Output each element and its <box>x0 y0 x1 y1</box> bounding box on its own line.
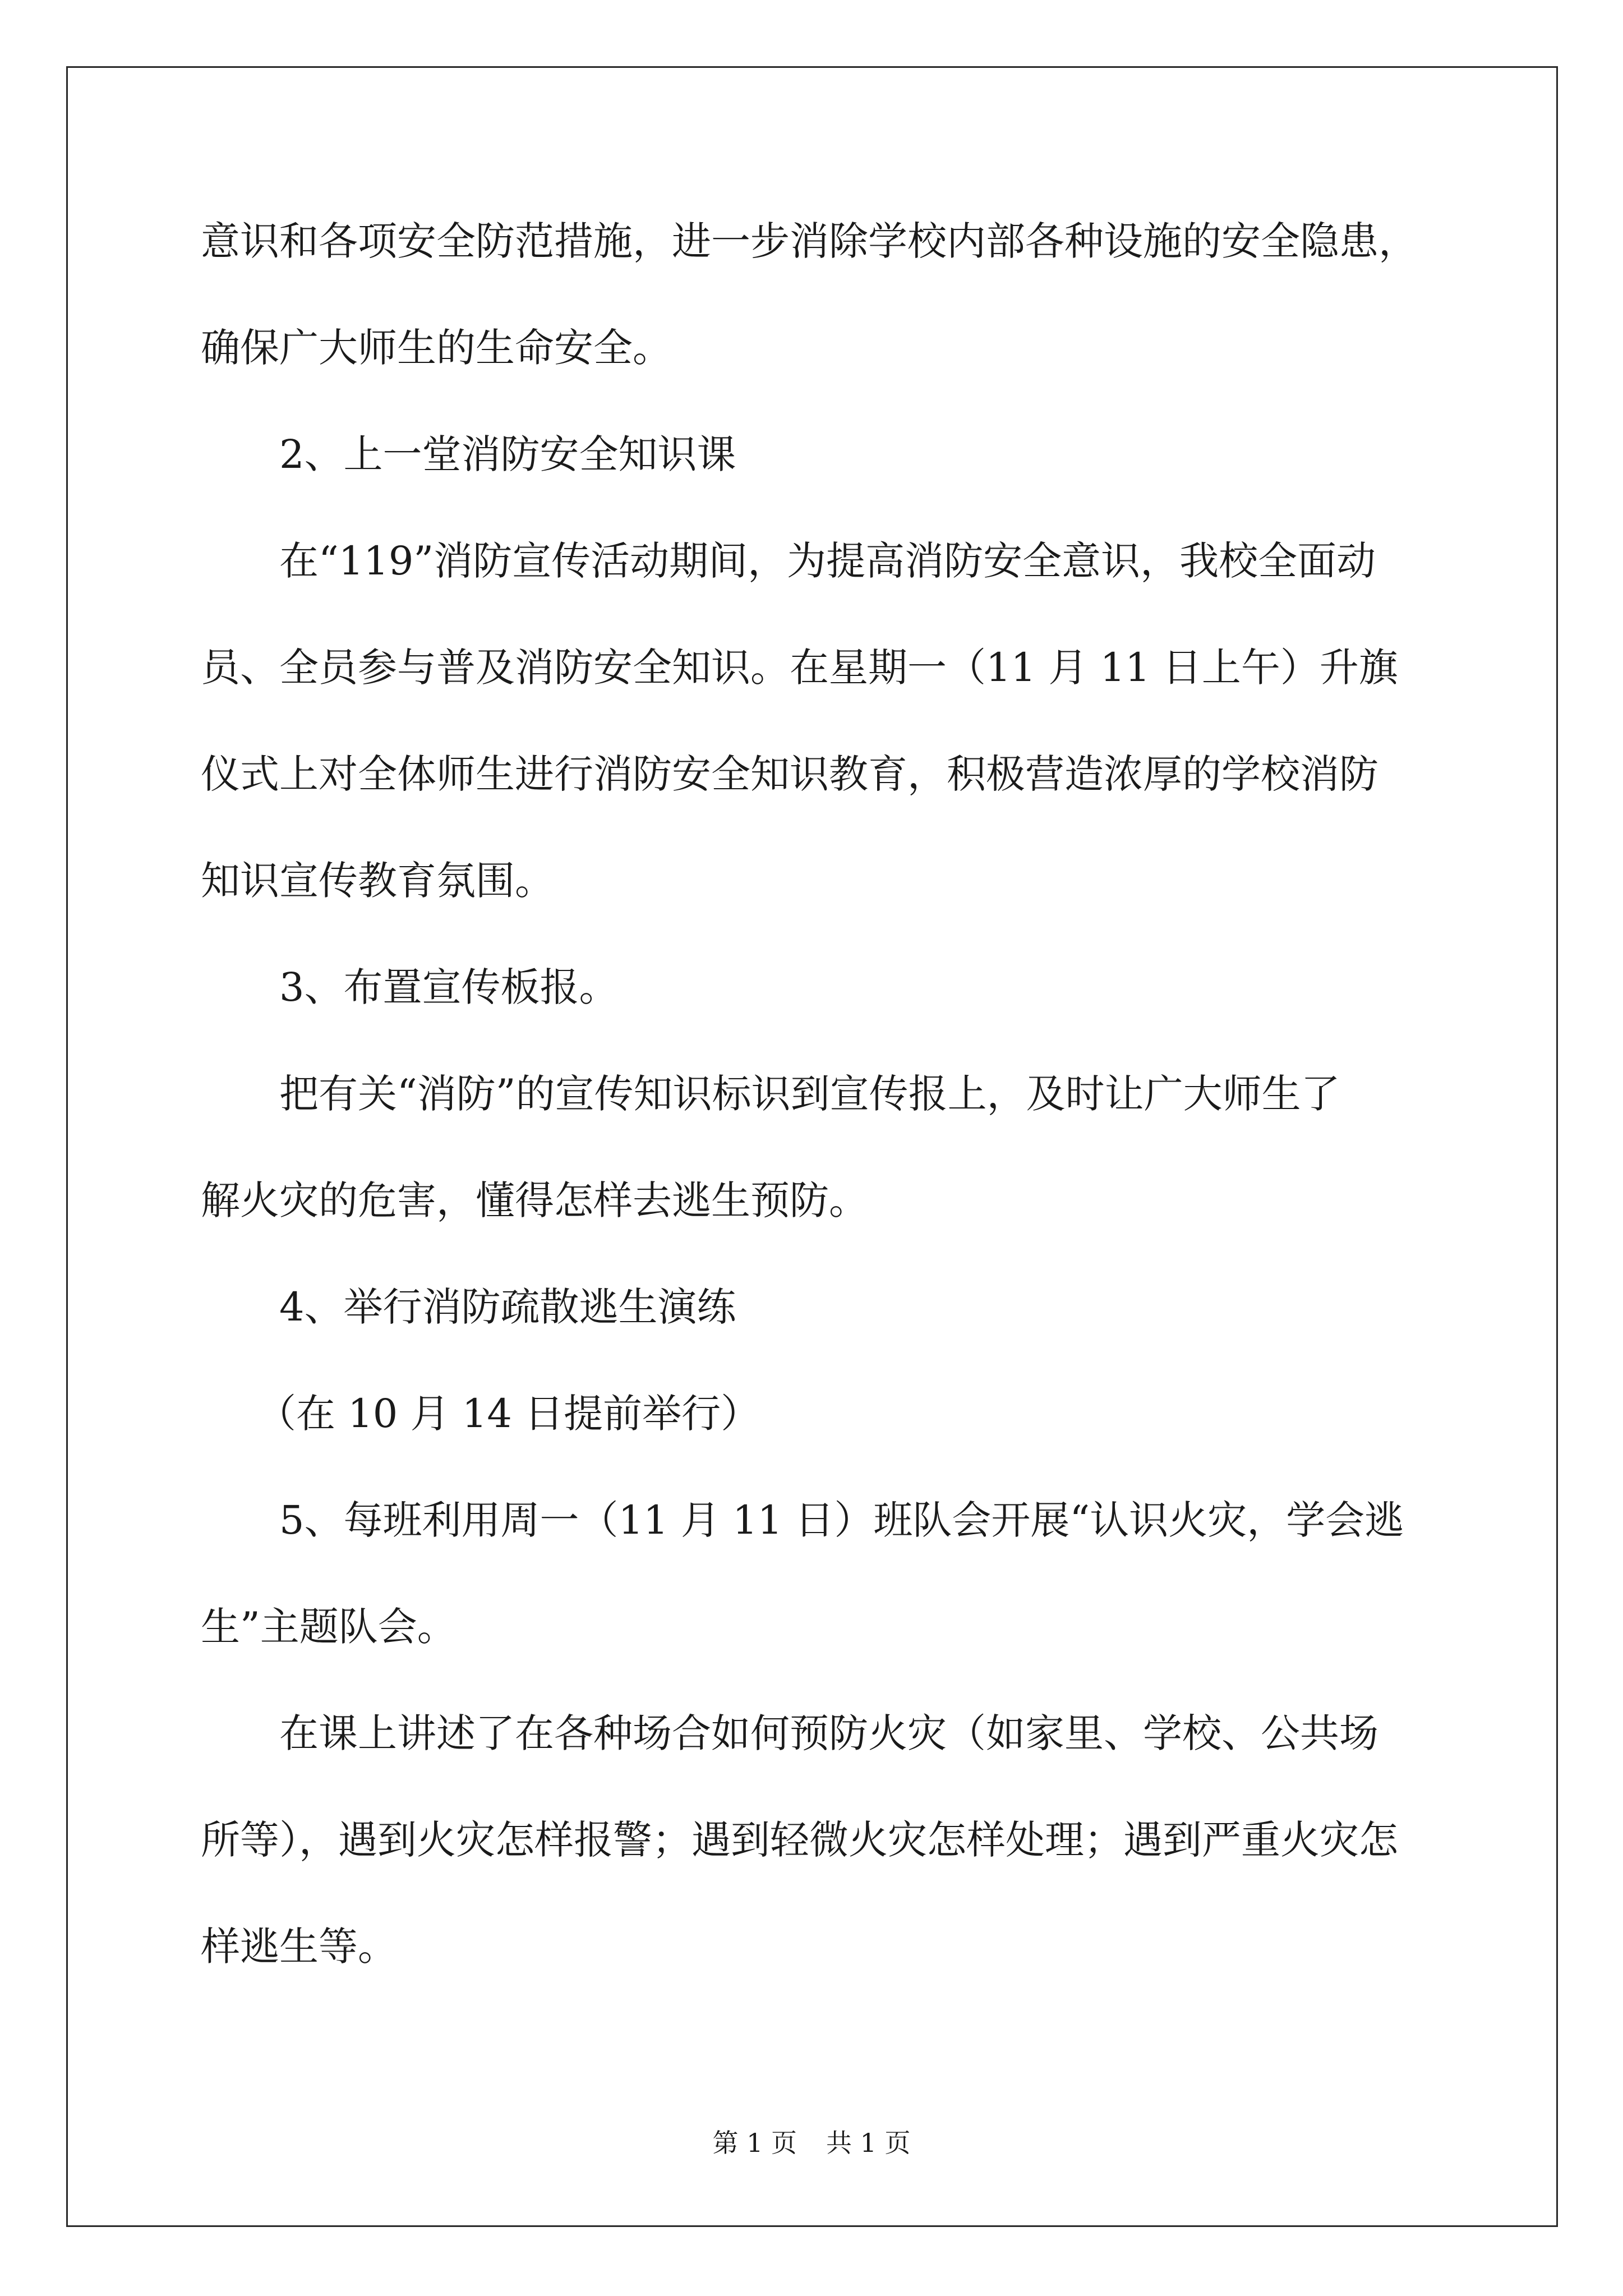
paragraph-line: 样逃生等。 <box>201 1924 397 1970</box>
paragraph-line: 在“119”消防宣传活动期间，为提高消防安全意识，我校全面动 <box>279 538 1376 584</box>
paragraph-line: 意识和各项安全防范措施，进一步消除学校内部各种设施的安全隐患， <box>201 218 1418 264</box>
paragraph-line: 生”主题队会。 <box>201 1604 457 1650</box>
paragraph-line: 员、全员参与普及消防安全知识。在星期一（11 月 11 日上午）升旗 <box>201 645 1398 691</box>
page-total: 共 1 页 <box>826 2128 911 2158</box>
page-footer <box>0 2126 1623 2160</box>
page-border <box>66 66 1558 2227</box>
paragraph-line: 知识宣传教育氛围。 <box>201 858 554 904</box>
paragraph-line: 在课上讲述了在各种场合如何预防火灾（如家里、学校、公共场 <box>279 1710 1378 1756</box>
section-heading: 5、每班利用周一（11 月 11 日）班队会开展“认识火灾，学会逃 <box>279 1497 1404 1543</box>
paragraph-line: 把有关“消防”的宣传知识标识到宣传报上，及时让广大师生了 <box>279 1071 1340 1117</box>
paragraph-line: 解火灾的危害，懂得怎样去逃生预防。 <box>201 1177 868 1223</box>
section-heading: 2、上一堂消防安全知识课 <box>279 431 736 477</box>
paragraph-line: 所等），遇到火灾怎样报警；遇到轻微火灾怎样处理；遇到严重火灾怎 <box>201 1817 1398 1863</box>
section-heading: 4、举行消防疏散逃生演练 <box>279 1284 736 1330</box>
page-number: 第 1 页 <box>712 2128 797 2158</box>
paragraph-line: 确保广大师生的生命安全。 <box>201 325 672 371</box>
section-heading: 3、布置宣传板报。 <box>279 964 619 1010</box>
paragraph-line: 仪式上对全体师生进行消防安全知识教育，积极营造浓厚的学校消防 <box>201 751 1378 797</box>
paragraph-line: （在 10 月 14 日提前举行） <box>257 1391 760 1437</box>
